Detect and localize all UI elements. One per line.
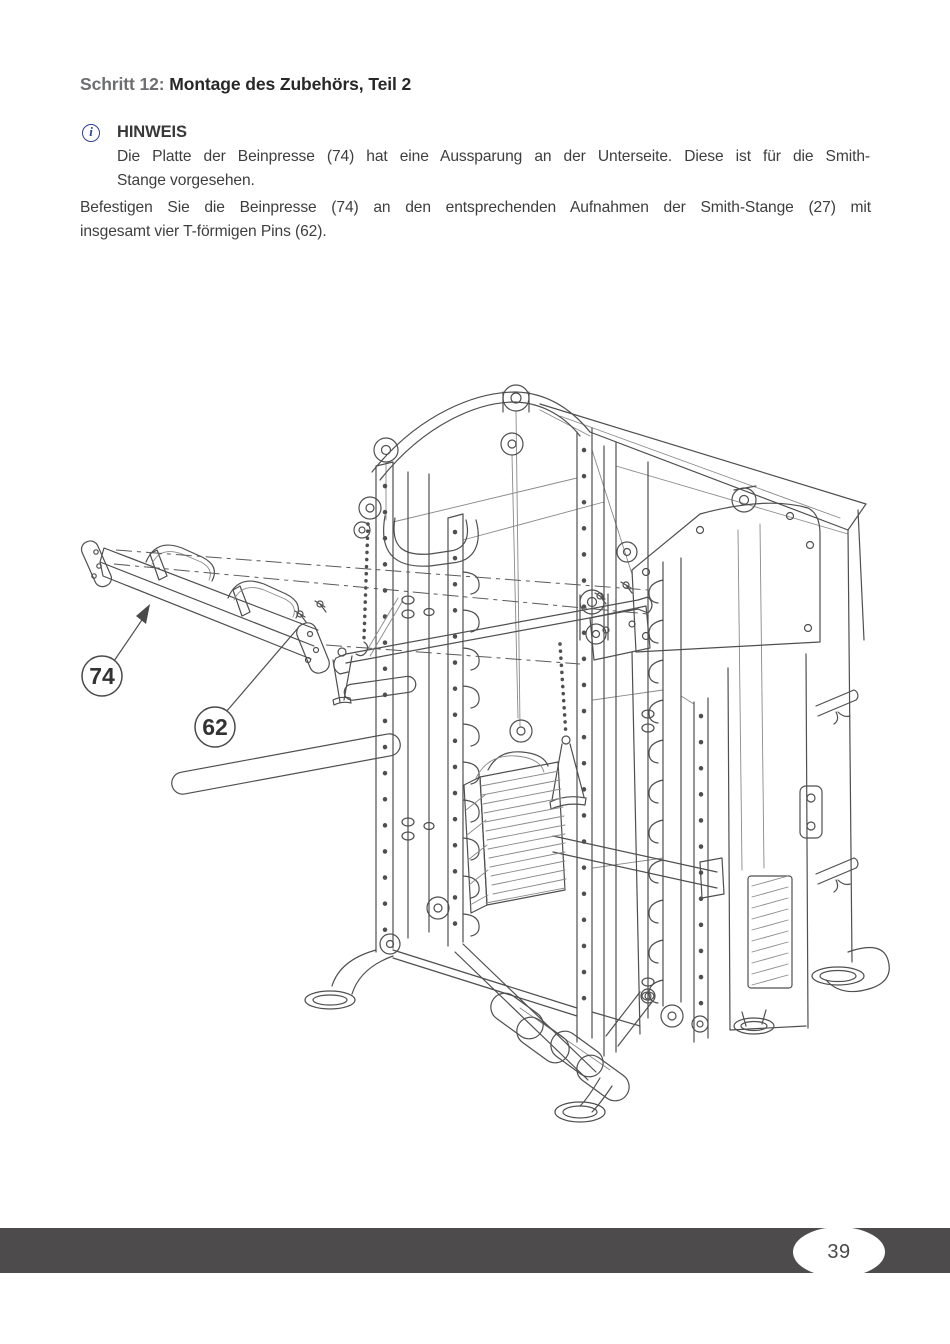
info-icon: i xyxy=(82,124,100,142)
base-and-feet xyxy=(305,944,655,1122)
page-number-badge xyxy=(793,1227,885,1277)
page-number: 39 xyxy=(827,1240,851,1263)
chin-up-bar xyxy=(384,516,479,566)
right-tower xyxy=(617,486,889,1034)
note-text-line1: Die Platte der Beinpresse (74) hat eine Aussparung an der Unterseite. Diese ist für die Smith- xyxy=(117,148,870,165)
callout-62 xyxy=(195,628,298,747)
smith-bar xyxy=(295,582,652,674)
callout-74 xyxy=(82,604,150,696)
alignment-dashed-lines xyxy=(114,550,648,664)
leg-press-plate xyxy=(79,538,332,675)
note-text-line2: Stange vorgesehen. xyxy=(117,172,255,189)
instruction-line1: Befestigen Sie die Beinpresse (74) an den entsprechenden Aufnahmen der Smith-Stange (27) mit xyxy=(80,199,871,216)
step-title: Montage des Zubehörs, Teil 2 xyxy=(169,74,412,94)
left-columns xyxy=(366,462,479,952)
callout-62-label: 62 xyxy=(202,714,228,740)
callout-74-label: 74 xyxy=(89,663,115,689)
note-title: HINWEIS xyxy=(117,123,187,141)
step-label: Schritt 12: xyxy=(80,74,165,94)
instruction-line2: insgesamt vier T-förmigen Pins (62). xyxy=(80,223,327,240)
